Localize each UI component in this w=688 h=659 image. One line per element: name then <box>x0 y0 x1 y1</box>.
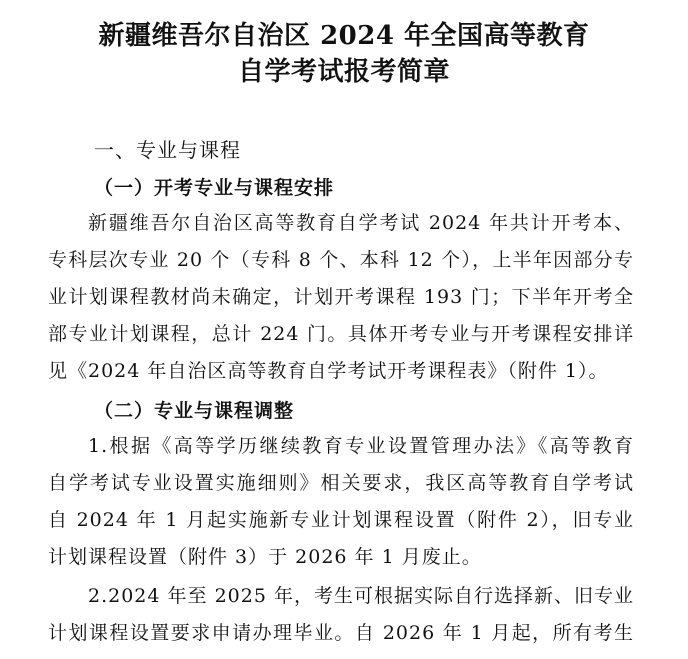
paragraph-line: 专科层次专业 20 个（专科 8 个、本科 12 个），上半年因部分专 <box>48 249 634 271</box>
paragraph-line: 2.2024 年至 2025 年，考生可根据实际自行选择新、旧专业 <box>88 585 634 607</box>
document-title-line-1: 新疆维吾尔自治区 2024 年全国高等教育 <box>98 21 590 51</box>
paragraph-adjustment-1 <box>48 428 634 576</box>
paragraph-line: 1.根据《高等学历继续教育专业设置管理办法》《高等教育 <box>88 435 634 457</box>
paragraph-line: 部专业计划课程，总计 224 门。具体开考专业与开考课程安排详 <box>48 323 634 345</box>
paragraph-adjustment-2 <box>48 578 634 652</box>
paragraph-course-arrangement <box>48 205 634 390</box>
document-title-line-2: 自学考试报考简章 <box>237 57 450 87</box>
paragraph-line: 新疆维吾尔自治区高等教育自学考试 2024 年共计开考本、 <box>88 212 634 234</box>
paragraph-line: 业计划课程教材尚未确定，计划开考课程 193 门；下半年开考全 <box>48 286 634 308</box>
subsection-heading-course-arrangement: （一）开考专业与课程安排 <box>94 177 335 199</box>
subsection-heading-adjustment: （二）专业与课程调整 <box>94 400 295 422</box>
paragraph-line: 自学考试专业设置实施细则》相关要求，我区高等教育自学考试 <box>48 472 634 494</box>
section-heading-majors-and-courses: 一、专业与课程 <box>94 138 241 162</box>
paragraph-line: 计划课程设置（附件 3）于 2026 年 1 月废止。 <box>48 546 482 568</box>
paragraph-line: 见《2024 年自治区高等教育自学考试开考课程表》（附件 1）。 <box>48 360 609 382</box>
paragraph-line: 自 2024 年 1 月起实施新专业计划课程设置（附件 2），旧专业 <box>48 509 634 531</box>
paragraph-line: 计划课程设置要求申请办理毕业。自 2026 年 1 月起，所有考生 <box>48 622 634 644</box>
